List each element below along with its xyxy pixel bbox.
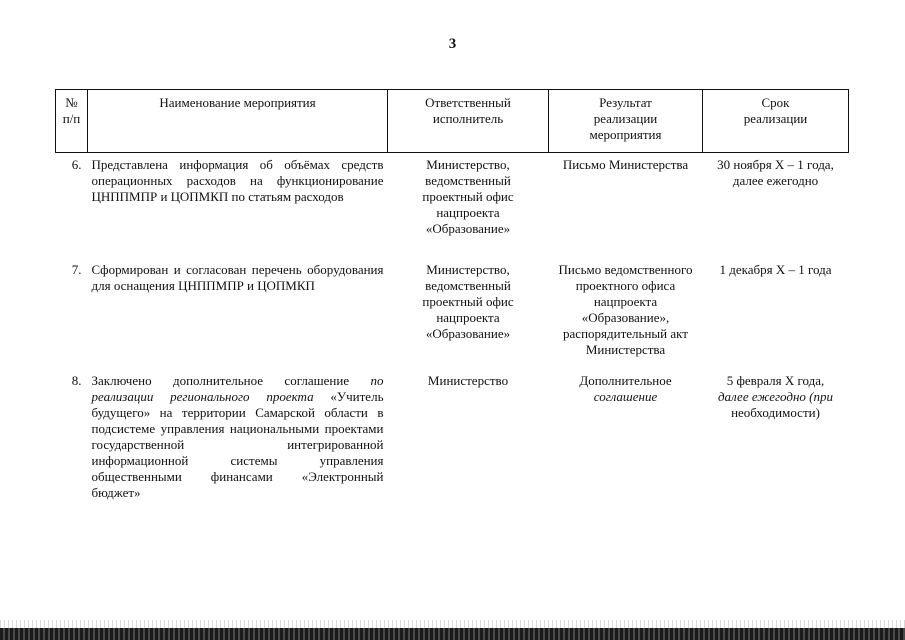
row-number: 8. [71,373,82,388]
deadline-cell: 30 ноября Х – 1 года, далее ежегодно [717,157,834,188]
scan-edge-noise [0,620,905,628]
header-num: № п/п [56,90,88,153]
activities-table [55,89,849,533]
row-number: 7. [71,262,82,277]
activity-name: Сформирован и согласован перечень оборудования для оснащения ЦНППМПР и ЦОПМКП [91,262,384,293]
result-cell: Письмо Министерства [562,157,689,172]
scan-edge-border [0,628,905,640]
responsible-cell: Министерство, ведомственный проектный офис нацпроекта «Образование» [422,157,514,236]
row-number: 6. [71,157,82,172]
header-deadline: Срок реализации [703,90,849,153]
responsible-cell: Министерство [427,373,509,388]
table-header-row [56,90,849,153]
activity-name: Представлена информация об объёмах средств операционных расходов на функционирование ЦНППМПР и ЦОПМКП по статьям расходов [91,157,384,204]
table-row [56,369,849,533]
deadline-cell: 1 декабря Х – 1 года [719,262,832,277]
table-row [56,258,849,369]
deadline-cell: 5 февраля Х года, далее ежегодно (при необходимости) [717,373,833,420]
header-result: Результат реализации мероприятия [549,90,703,153]
result-cell: Письмо ведомственного проектного офиса нацпроекта «Образование», распорядительный акт Министерства [558,262,693,357]
activity-name: Заключено дополнительное соглашение по реализации регионального проекта «Учитель будущего» на территории Самарской области в подсистеме управления национальными проектами государственной интегрированной информационной системы управления общественными финансами «Электронный бюджет» [91,373,384,500]
page-number: 3 [448,36,457,52]
table-row [56,153,849,259]
responsible-cell: Министерство, ведомственный проектный офис нацпроекта «Образование» [422,262,514,341]
result-cell: Дополнительное соглашение [579,373,672,404]
header-name: Наименование мероприятия [88,90,388,153]
header-responsible: Ответственный исполнитель [388,90,549,153]
